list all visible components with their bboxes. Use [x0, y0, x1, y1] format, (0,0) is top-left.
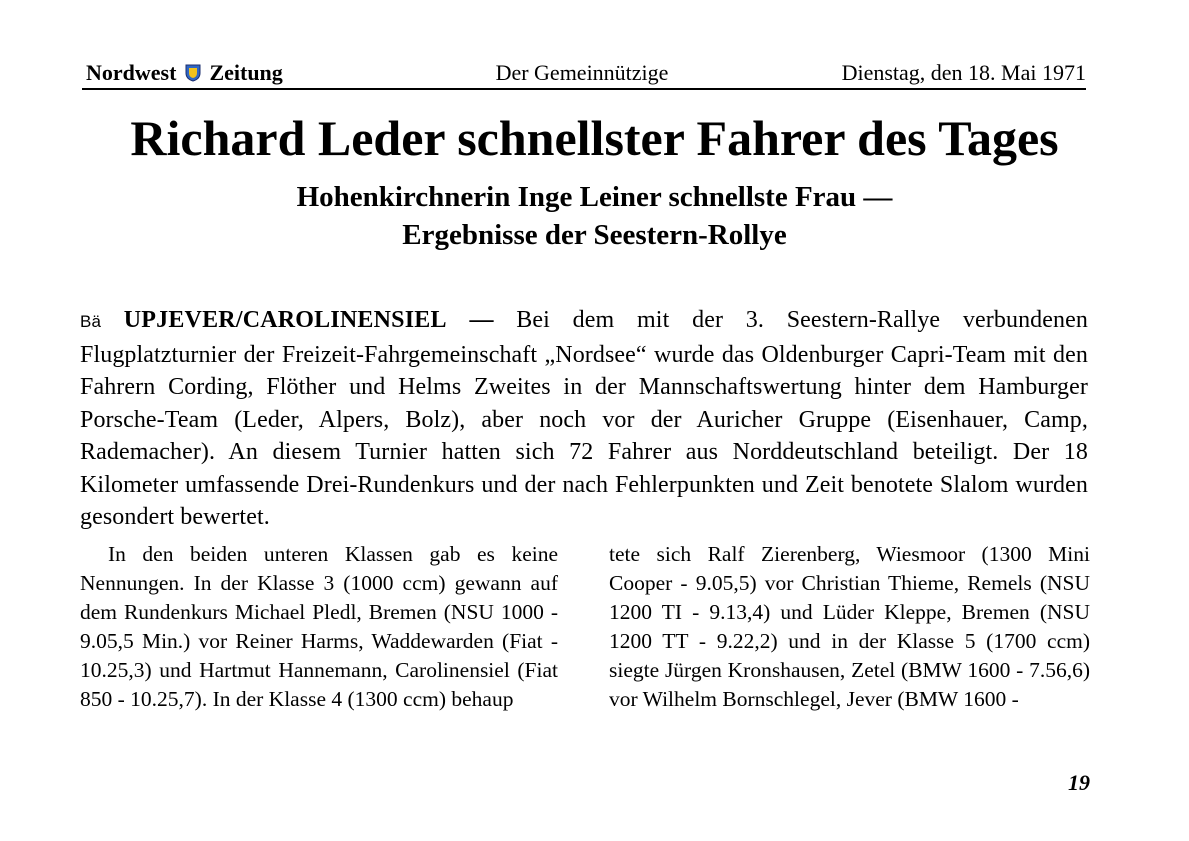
dateline-dash: — [469, 307, 494, 333]
masthead-nordwest: Nordwest [86, 60, 177, 85]
subheadline-line-1: Hohenkirchnerin Inge Leiner schnellste Frau — [296, 181, 893, 213]
body-column-left: In den beiden unteren Klassen gab es keine Nennungen. In der Klasse 3 (1000 ccm) gewann auf dem Rundenkurs Michael Pledl, Bremen (NSU 1000 - 9.05,5 Min.) vor Reiner Harms, Waddewarden (Fiat - 10.25,3) und Hartmut Hannemann, Carolinensiel (Fiat 850 - 10.25,7). In der Klasse 4 (1300 ccm) behaup [80, 542, 558, 711]
lead-text: Bei dem mit der 3. Seestern-Rallye verbundenen Flugplatzturnier der Freizeit-Fahrgemeinschaft „Nordsee“ wurde das Oldenburger Capri-Team mit den Fahrern Cording, Flöther und Helms Zweites in der Mannschaftswertung hinter dem Hamburger Porsche-Team (Leder, Alpers, Bolz), aber noch vor der Auricher Gruppe (Eisenhauer, Camp, Rademacher). An diesem Turnier hatten sich 72 Fahrer aus Norddeutschland beteiligt. Der 18 Kilometer umfassende Drei-Rundenkurs und der nach Fehlerpunkten und Zeit benotete Slalom wurden gesondert bewertet. [80, 307, 1088, 530]
masthead [86, 60, 283, 88]
lead-paragraph [80, 304, 1088, 534]
issue-date: Dienstag, den 18. Mai 1971 [841, 60, 1086, 85]
subheadline [0, 178, 1189, 254]
page-number: 19 [1068, 770, 1090, 795]
author-initials: Bä [80, 312, 101, 331]
headline: Richard Leder schnellster Fahrer des Tages [130, 110, 1059, 166]
section-title: Der Gemeinnützige [495, 60, 669, 85]
subheadline-line-2: Ergebnisse der Seestern-Rollye [402, 219, 787, 251]
newspaper-header [82, 58, 1086, 90]
masthead-zeitung: Zeitung [209, 60, 283, 85]
dateline: UPJEVER/CAROLINENSIEL [123, 307, 447, 333]
body-column-right: tete sich Ralf Zierenberg, Wiesmoor (1300 Mini Cooper - 9.05,5) vor Christian Thieme, Remels (NSU 1200 TI - 9.13,4) und Lüder Kleppe, Bremen (NSU 1200 TT - 9.22,2) und in der Klasse 5 (1700 ccm) siegte Jürgen Kronshausen, Zetel (BMW 1600 - 7.56,6) vor Wilhelm Bornschlegel, Jever (BMW 1600 - [609, 542, 1090, 711]
coat-of-arms-icon [185, 62, 201, 88]
